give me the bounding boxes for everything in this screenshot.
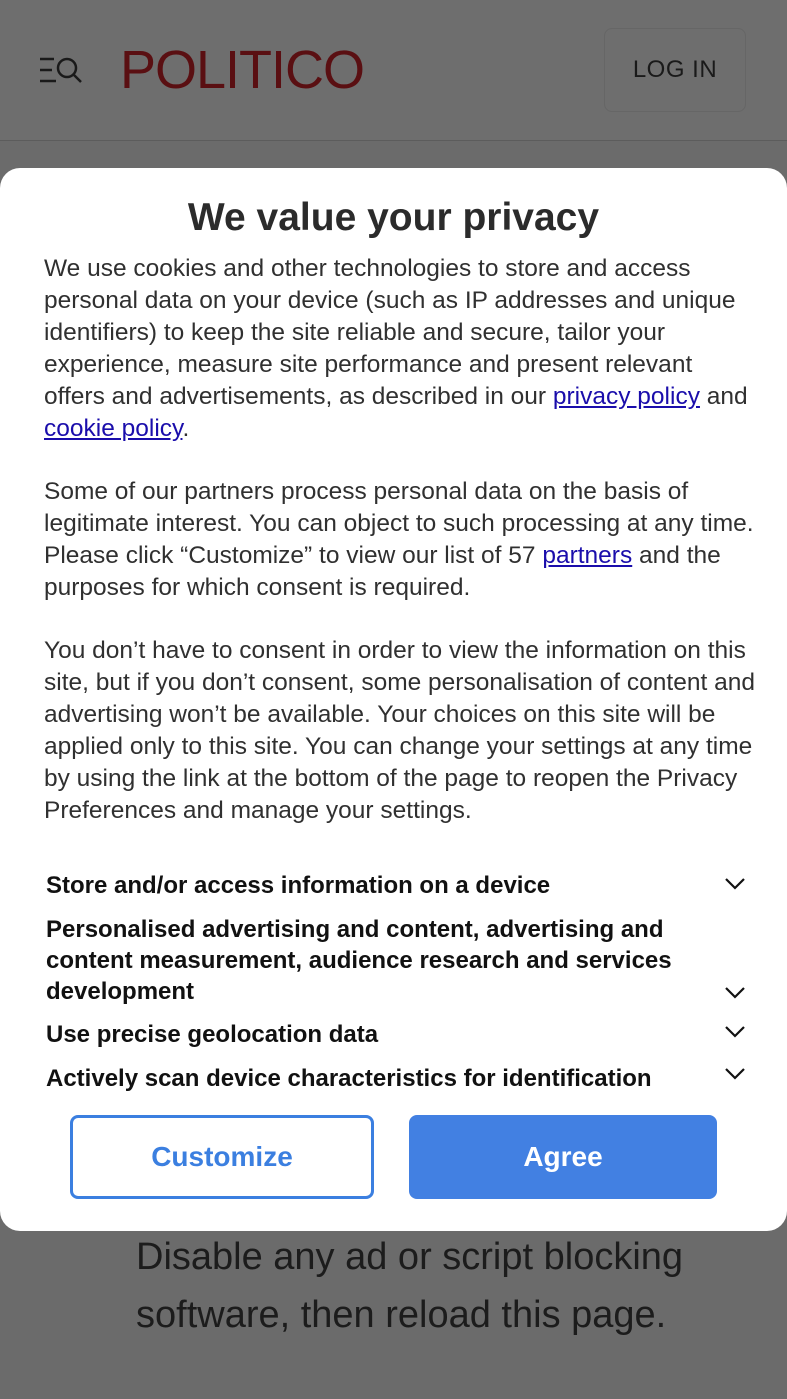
purpose-label: Personalised advertising and content, advertising and content measurement, audience research and services development (46, 916, 672, 1005)
cookie-policy-link[interactable]: cookie policy (44, 415, 183, 442)
chevron-down-icon (724, 986, 746, 1000)
period-text: . (182, 415, 190, 442)
consent-paragraph-3: You don’t have to consent in order to view the information on this site, but if you don’t consent, some personalisation of content and advertising won’t be available. Your choices on this site will be applied only to this site. You can change your settings at any time by using the link at the bottom of the page to reopen the Privacy Preferences and manage your settings. (44, 637, 755, 824)
consent-p2-text: Some of our partners process personal data on the basis of legitimate interest. You can object to such processing at any time. Please click “Customize” to view our list of 57 (44, 478, 754, 569)
adblock-message: Disable any ad or script blocking software, then reload this page. (136, 1236, 684, 1336)
privacy-consent-dialog (0, 168, 787, 1231)
site-header (0, 0, 787, 141)
consent-p2-end: and the purposes for which consent is required. (44, 542, 721, 601)
dialog-title: We value your privacy (187, 196, 600, 239)
agree-button[interactable]: Agree (409, 1115, 717, 1199)
purpose-label: Store and/or access information on a device (46, 872, 551, 899)
chevron-down-icon (724, 1067, 746, 1081)
partners-link[interactable]: partners (542, 542, 633, 569)
purpose-personalised-advertising[interactable] (46, 914, 746, 1007)
purpose-label: Use precise geolocation data (46, 1021, 379, 1048)
chevron-down-icon (724, 1025, 746, 1039)
chevron-down-icon (724, 877, 746, 891)
menu-search-icon (36, 50, 86, 90)
privacy-policy-link[interactable]: privacy policy (552, 383, 700, 410)
and-text: and (699, 383, 748, 410)
purpose-label: Actively scan device characteristics for identification (46, 1065, 652, 1092)
purpose-device-scan[interactable] (46, 1063, 746, 1094)
customize-button[interactable]: Customize (70, 1115, 374, 1199)
purpose-precise-geolocation[interactable] (46, 1019, 746, 1050)
consent-paragraph-2 (44, 476, 759, 604)
login-button[interactable]: LOG IN (604, 28, 746, 112)
politico-logo[interactable]: POLITICO (120, 40, 365, 100)
consent-p1-text: We use cookies and other technologies to store and access personal data on your device (such as IP addresses and unique identifiers) to keep the site reliable and secure, tailor your experience, measure site performance and present relevant offers and advertisements, as described in our (44, 255, 736, 410)
consent-paragraph-1 (44, 253, 759, 445)
purpose-store-access[interactable] (46, 870, 746, 901)
menu-search-button[interactable] (36, 50, 86, 90)
